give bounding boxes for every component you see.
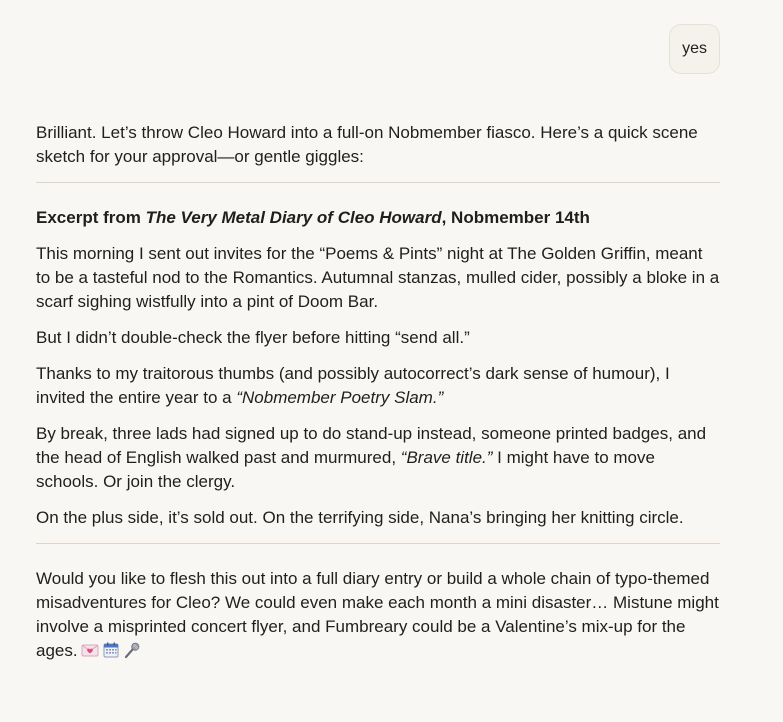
excerpt-paragraph-5: On the plus side, it’s sold out. On the terrifying side, Nana’s bringing her knitting circle. [36,508,684,527]
heading-suffix: , Nobmember 14th [441,208,590,227]
divider-bottom [36,543,720,544]
user-message-row [669,24,720,74]
paragraph-4-text-a: By break, three lads had signed up to do stand-up instead, someone printed badges, and the head of English walked past and murmured, [36,424,707,467]
heading-prefix: Excerpt from [36,208,146,227]
paragraph-3-emphasis: “Nobmember Poetry Slam.” [236,388,444,407]
love-letter-icon [81,641,99,659]
calendar-icon [102,641,120,659]
divider-top [36,182,720,183]
assistant-outro [36,567,720,663]
excerpt-heading [36,206,720,230]
microphone-icon [123,641,141,659]
excerpt-paragraph-4 [36,422,720,494]
excerpt-paragraph-1: This morning I sent out invites for the “Poems & Pints” night at The Golden Griffin, meant to be a tasteful nod to the Romantics. Autumnal stanzas, mulled cider, possibly a bloke in a scarf sighing wistfully into a pint of Doom Bar. [36,244,720,311]
paragraph-3-text: Thanks to my traitorous thumbs (and possibly autocorrect’s dark sense of humour), I invited the entire year to a [36,364,670,407]
excerpt-paragraph-2: But I didn’t double-check the flyer before hitting “send all.” [36,328,470,347]
excerpt-paragraph-3 [36,362,720,410]
paragraph-4-emphasis: “Brave title.” [400,448,493,467]
outro-text: Would you like to flesh this out into a full diary entry or build a whole chain of typo-themed misadventures for Cleo? We could even make each month a mini disaster… Mistune might involve a misprinted concert flyer, and Fumbreary could be a Valentine’s mix-up for the ages. [36,569,719,660]
heading-title: The Very Metal Diary of Cleo Howard [145,208,442,227]
paragraph-4-text-b: I might have to move schools. Or join the clergy. [36,448,655,491]
user-message-bubble: yes [669,24,720,74]
assistant-message [36,121,720,663]
assistant-intro: Brilliant. Let’s throw Cleo Howard into a full-on Nobmember fiasco. Here’s a quick scene sketch for your approval—or gentle giggles: [36,123,698,166]
